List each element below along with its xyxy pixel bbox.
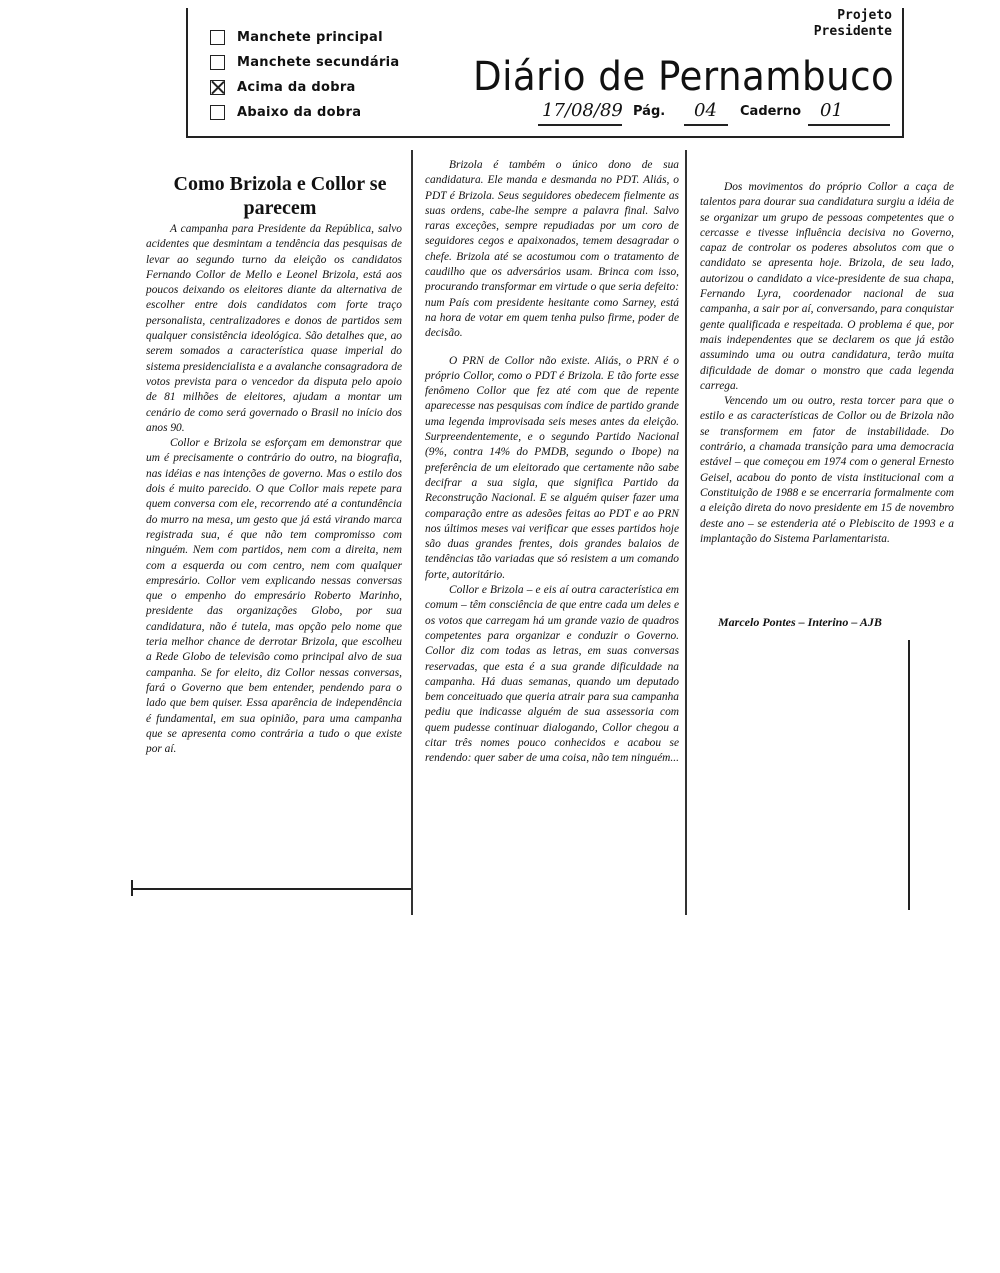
article-column-1 — [146, 222, 402, 757]
article-headline: Como Brizola e Collor se parecem — [173, 173, 387, 219]
checkbox-label: Acima da dobra — [237, 80, 356, 95]
date-underline — [538, 124, 622, 126]
checkbox-box[interactable] — [210, 105, 225, 120]
article-signature: Marcelo Pontes – Interino – AJB — [718, 615, 882, 629]
paragraph: A campanha para Presidente da República, salvo acidentes que desmintam a tendência das pesquisas de levar ao segundo turno da eleição os candidatos Fernando Collor de Mello e Leonel Brizola, está aos poucos deixando os eleitores diante da alternativa de escolher entre dois candidatos com forte traço personalista, centralizadores e donos de partidos sem qualquer consistência ideológica. São detalhes que, ao serem somados a característica quase imperial do sistema presidencialista e a avalanche consagradora de votos prevista para o vencedor da disputa pelo apoio de 81 milhões de eleitores, ajudam a montar um cenário de como será governado o Brasil no início dos anos 90. — [146, 223, 402, 434]
page-underline — [684, 124, 728, 126]
checkbox-abaixo-da-dobra[interactable] — [210, 105, 361, 120]
paragraph: Vencendo um ou outro, resta torcer para que o estilo e as características de Collor ou de Brizola não se transformem em fator de instabilidade. Do contrário, a chamada transição para uma democracia estável – que começou em 1974 com o general Ernesto Geisel, acabou do ponto de vista institucional com a Constituição de 1988 e se encerraria formalmente com a eleição direta do novo presidente em 15 de novembro deste ano – se estenderia até o Plebiscito de 1993 e a implantação do Sistema Parlamentarista. — [700, 395, 954, 545]
paragraph: Brizola é também o único dono de sua candidatura. Ele manda e desmanda no PDT. Aliás, o PDT é Brizola. Seus seguidores obedecem fielmente as suas ordens, cabe-lhe sempre a palavra final. Salvo raras exceções, sempre repudiadas por um coro de seguidores cegos e apaixonados, temem desagradar o chefe. Brizola até se acostumou com o tratamento de caudilho que os adversários usam. Brinca com isso, procurando transformar em virtude o que seria defeito: num País com presidente hesitante como Sarney, está na hora de votar em quem tenha pulso firme, poder de decisão. — [425, 159, 679, 340]
project-line-2: Presidente — [813, 24, 892, 39]
project-label — [814, 8, 892, 40]
scan-mark — [131, 888, 411, 890]
checkbox-acima-da-dobra[interactable] — [210, 80, 356, 95]
checkbox-label: Abaixo da dobra — [237, 105, 362, 120]
scan-mark — [908, 640, 910, 910]
newspaper-masthead: Diário de Pernambuco — [473, 54, 895, 100]
checkbox-label: Manchete secundária — [237, 55, 400, 70]
paragraph: Collor e Brizola se esforçam em demonstrar que um é precisamente o contrário do outro, na biografia, nas idéias e nas intenções de governo. Mas o estilo dos dois é muito parecido. O que Collor mais repete para quem conversa com ele, recorrendo até a contundência do murro na mesa, um gesto que já está virando marca registrada sua, é que não tem compromisso com ninguém. Nem com partidos, nem com a direita, nem com a esquerda ou com centro, nem com qualquer empresário. Collor vem explicando nessas conversas que o empenho do empresário Roberto Marinho, presidente das organizações Globo, por sua candidatura, não é tutela, mas opção pelo nome que teria melhor chance de derrotar Brizola, que escolheu a Rede Globo de televisão como principal alvo de sua campanha. Se for eleito, diz Collor nessas conversas, fará o Governo que bem entender, pendendo para o lado que bem quiser. Essa aparência de independência é fundamental, em sua opinião, para uma campanha que se apresenta como contrária a tudo o que existe por aí. — [146, 437, 402, 756]
paragraph: O PRN de Collor não existe. Aliás, o PRN é o próprio Collor, como o PDT é Brizola. E tão forte esse fenômeno Collor que fez até com que de repente aparecesse nas pesquisas com índice de partido grande uma legenda improvisada seis meses antes da eleição. Surpreendentemente, e o segundo Partido Nacional (9%, contra 14% do PMDB, segundo o Ibope) na preferência de um eleitorado que certamente não sabe decifrar a sua sigla, que significa Partido da Reconstrução Nacional. E se alguém quiser fazer uma comparação entre as adesões feitas ao PDT e ao PRN nos últimos meses vai verificar que esses partidos hoje são duas grandes frentes, dois grandes balaios de tendências tão variadas que só resistem a um comando forte, autoritário. — [425, 354, 679, 581]
page-label: Pág. — [633, 104, 666, 119]
article-column-2 — [425, 158, 679, 767]
column-rule — [685, 150, 687, 915]
section-underline — [808, 124, 890, 126]
page-value: 04 — [694, 100, 717, 121]
checkbox-box[interactable] — [210, 55, 225, 70]
clipping-date: 17/08/89 — [542, 100, 623, 121]
paragraph: Collor e Brizola – e eis aí outra característica em comum – têm consciência de que entre cada um deles e os votos que carregam há um grande vazio de quadros competentes para organizar e conduzir o Governo. Collor diz com todas as letras, em suas conversas reservadas, que esta é a sua grande dificuldade na campanha. Há duas semanas, quando um deputado bem conceituado que queria atrair para sua campanha pediu que indicasse alguém de sua assessoria com quem pudesse continuar dialogando, Collor chegou a citar três nomes pouco conhecidos e acabou se rendendo: quer saber de uma coisa, não tem ninguém... — [425, 584, 679, 765]
paragraph: Dos movimentos do próprio Collor a caça de talentos para dourar sua candidatura surgiu a idéia de se organizar um grupo de pessoas competentes que o cercasse e tivesse influência decisiva no Governo, capaz de controlar os poderes absolutos com que o candidato se apresenta hoje. Brizola, de seu lado, autorizou o candidato a vice-presidente de sua chapa, Fernando Lyra, coordenador nacional de sua campanha, a sair por aí, conversando, para conquistar gente qualificada e respeitada. O problema é que, por mais independentes que se declarem os que já estão assumindo uma ou outra candidatura, terão muita dificuldade de domar o monstro que cada legenda carrega. — [700, 181, 954, 392]
project-line-1: Projeto — [837, 8, 892, 23]
checkbox-manchete-principal[interactable] — [210, 30, 383, 45]
section-value: 01 — [820, 100, 843, 121]
section-label: Caderno — [740, 104, 802, 119]
checkbox-manchete-secundaria[interactable] — [210, 55, 400, 70]
checkbox-box[interactable] — [210, 30, 225, 45]
checkbox-label: Manchete principal — [237, 30, 383, 45]
article-column-3 — [700, 180, 954, 547]
checkbox-box-checked[interactable] — [210, 80, 225, 95]
column-rule — [411, 150, 413, 915]
